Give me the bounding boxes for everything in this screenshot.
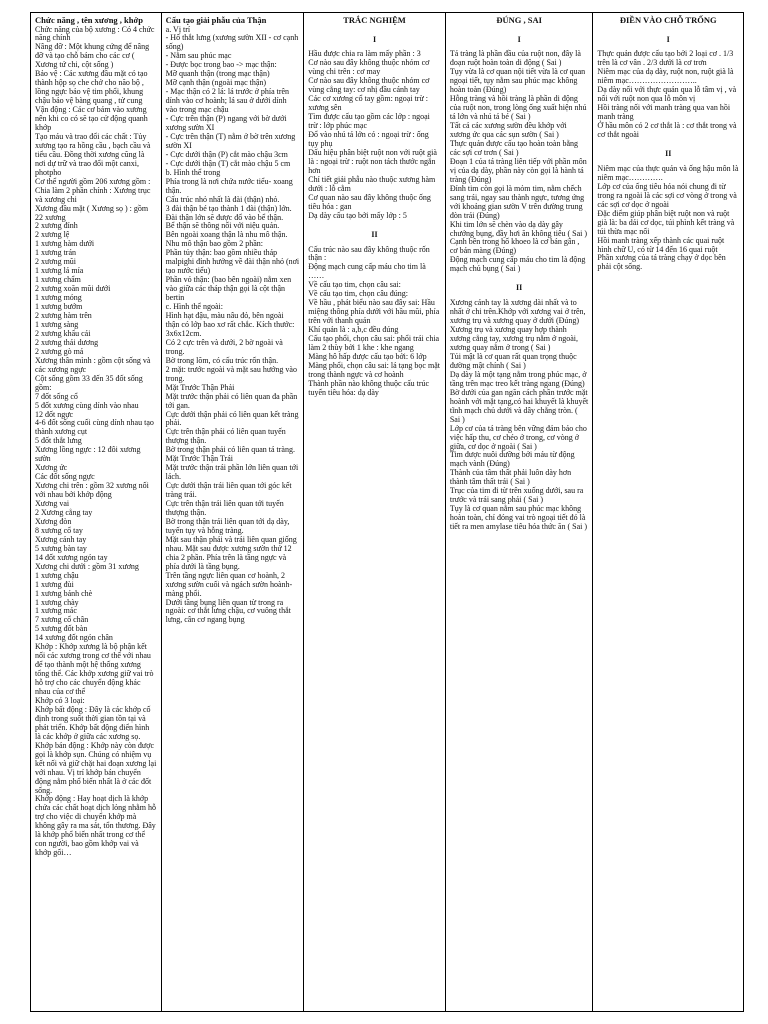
text-list xyxy=(597,50,739,140)
text-line: Cực dưới thận trái liên quan tới góc kết tràng trái. xyxy=(165,481,292,500)
text-line: 2 xương lệ xyxy=(35,230,70,240)
text-line: Bể thận sẽ thông nối với niệu quản. xyxy=(165,221,280,231)
text-line: Xương chi trên : gồm 32 xương nối với nhau bởi khớp động xyxy=(35,481,149,500)
text-line: 1 xương chẩm xyxy=(35,275,81,285)
text-line: Màng hô hấp được cấu tạo bởi: 6 lớp xyxy=(308,351,427,361)
text-line: Tá tràng là phần đầu của ruột non, đây là đoạn ruột hoàn toàn di động ( Sai ) xyxy=(449,49,581,68)
text-line: Thành phần nào không thuộc cấu trúc tuyến tiêu hóa: dạ dày xyxy=(308,378,430,397)
text-line: Khớp có 3 loại: xyxy=(35,696,85,705)
text-line: Các cơ xương cổ tay gồm: ngoại trừ : xương sên xyxy=(308,94,429,113)
text-line: 5 đốt xương cùng dính vào nhau xyxy=(35,400,139,410)
text-line: Đặc điểm giúp phân biệt ruột non và ruột già là: ba dải cơ dọc, túi phình kết tràng và túi thừa mạc nối xyxy=(597,208,735,236)
text-list xyxy=(308,246,441,398)
text-line: - Cực dưới thận (P) cắt mào chậu 3cm xyxy=(165,149,288,159)
text-line: c. Hình thể ngoài: xyxy=(165,302,223,312)
text-line: Cơ nào sau đây không thuộc nhóm cơ vùng chi trên : cơ may xyxy=(308,58,430,77)
text-line: Xương thân mình : gồm cột sống và các xương ngực xyxy=(35,355,151,374)
column-header: ĐIỀN VÀO CHỖ TRỐNG xyxy=(619,15,717,25)
text-line: 1 xương trán xyxy=(35,248,77,258)
text-line: 5 đốt thắt lưng xyxy=(35,436,82,446)
text-line: Cơ nào sau đây không thuộc nhóm cơ vùng cẳng tay: cơ nhị đầu cánh tay xyxy=(308,76,430,95)
text-line: Cực trên thận trái liên quan tới tuyến thượng thận. xyxy=(165,499,284,517)
text-line: Động mạch cung cấp máu cho tim là …… xyxy=(308,262,426,281)
text-line: Dạ dày cấu tạo bởi mấy lớp : 5 xyxy=(308,210,407,220)
document-page xyxy=(30,12,744,1012)
text-line: Đỉnh tim còn gọi là mỏm tim, nằm chếch sang trái, ngay sau thành ngực, tương ứng với khoảng gian sườn V trên đường trung đòn trái (Đúng) xyxy=(449,183,585,220)
text-line: Cạnh bên trong hố khoeo là cơ bán gân , cơ bán màng (Đúng) xyxy=(449,237,580,256)
section-label: II xyxy=(371,229,378,239)
text-line: Xương vai xyxy=(35,499,70,509)
text-line: Khớp bất động : Đây là các khớp cố định trong suốt thời gian tồn tại và phát triển. Khớp bất động điển hình là các khớp ở giữa các xương sọ. xyxy=(35,704,151,741)
text-line: Lớp cơ của ống tiêu hóa nói chung đi từ trong ra ngoài là các sợi cơ vòng ở trong và các sợi cơ dọc ở ngoài xyxy=(597,181,737,209)
text-line: 7 đốt sống cổ xyxy=(35,391,78,401)
text-line: Hỗng tràng và hồi tràng là phần di động của ruột non, trong lòng ống xuất hiện nhú tá lớn và nhú tá bé ( Sai ) xyxy=(449,94,587,122)
text-line: Về hầu , phát biểu nào sau đây sai: Hầu miệng thông phía dưới với hầu mũi, phía trên với thanh quản xyxy=(308,298,440,326)
text-line: Chỉ tiết giải phẫu nào thuộc xương hàm dưới : lỗ cằm xyxy=(308,174,436,193)
text-line: 1 xương bướm xyxy=(35,302,83,312)
text-line: Vận động : Các cơ bám vào xương nên khi co có sẽ tạo cử động quanh khớp xyxy=(35,105,148,132)
text-line: - Nằm sau phúc mạc xyxy=(165,51,232,61)
text-line: Thực quản được cấu tạo bởi 2 loại cơ . 1/3 trên là cơ vân . 2/3 dưới là cơ trơn xyxy=(597,49,734,68)
column-header: TRẮC NGHIỆM xyxy=(343,15,406,25)
section-label: I xyxy=(666,34,670,44)
text-line: Tim được nuôi dưỡng bởi máu từ động mạch vành (Đúng) xyxy=(449,450,575,469)
text-line: - Cực dưới thận (T) cắt mào chậu 5 cm xyxy=(165,158,291,168)
text-line: 4-6 đốt sống cuối cùng dính nhau tạo thành xương cụt xyxy=(35,418,154,437)
text-line: 2 xương đỉnh xyxy=(35,221,78,231)
text-line: Động mạch cung cấp máu cho tim là động mạch chủ bụng ( Sai ) xyxy=(449,255,586,274)
text-line: Bờ trong thận trái liên quan tới dạ dày, tuyến tụy và hỗng tràng. xyxy=(165,516,290,535)
text-line: Khi tim lớn sẽ chèn vào dạ dày gây chướng bụng, đầy hơi ăn không tiêu ( Sai ) xyxy=(449,219,588,238)
text-line: 2 xương xoăn mũi dưới xyxy=(35,284,111,294)
text-line: 1 xương móng xyxy=(35,293,82,303)
text-line: 8 xương cổ tay xyxy=(35,525,83,535)
text-line: Niêm mạc của dạ dày, ruột non, ruột già là niêm mạc…………………….. xyxy=(597,67,734,86)
text-line: Hình hạt đậu, màu nâu đỏ, bên ngoài thận có lớp bao xơ rất chắc. Kích thước: 3x6x12cm. xyxy=(165,311,295,338)
text-line: Về cấu tạo tim, chọn câu sai: xyxy=(308,280,401,290)
text-line: Đoạn 1 của tá tràng liên tiếp với phần môn vị của dạ dày, phần này còn gọi là hành tá tràng (Đúng) xyxy=(449,156,587,184)
text-line: Bờ dưới của gan ngăn cách phần trước mặt hoành với mặt tạng,có hai khuyết là khuyết tĩnh mạch chủ dưới và dây chằng tròn. ( Sai ) xyxy=(449,387,589,424)
text-line: 1 xương lá mía xyxy=(35,266,84,276)
text-line: Hồi manh tràng xếp thành các quai ruột hình chữ U, có từ 14 đến 16 quai ruột xyxy=(597,235,725,254)
text-line: Xương chi dưới : gồm 31 xương xyxy=(35,561,139,571)
text-line: Xương cánh tay là xương dài nhất và to nhất ở chi trên.Khớp với xương vai ở trên, xương trụ và xương quay ở dưới (Đúng) xyxy=(449,298,586,326)
text-line: Tất cả các xương sườn đều khớp với xương ức qua các sụn sườn ( Sai ) xyxy=(449,121,567,140)
text-line: 5 xương đốt bàn xyxy=(35,624,88,634)
text-line: Chức năng của bộ xương : Có 4 chức năng chính xyxy=(35,24,155,43)
text-line: Khí quản là : a,b,c đều đúng xyxy=(308,325,399,335)
text-line: Xương trụ và xương quay hợp thành xương cẳng tay, xương trụ nằm ở ngoài, xương quay nằm ở trong ( Sai ) xyxy=(449,325,578,353)
text-line: Có 2 cực trên và dưới, 2 bờ ngoài và trong. xyxy=(165,337,283,356)
text-line: 1 xương chày xyxy=(35,597,79,607)
text-list xyxy=(166,26,300,626)
text-line: 2 xương thái dương xyxy=(35,337,99,347)
text-line: Trên tầng ngực liên quan cơ hoành, 2 xương sườn cuối và ngách sườn hoành-màng phổi. xyxy=(165,570,293,598)
text-line: Niêm mạc của thực quản và ống hậu môn là niêm mạc…………. xyxy=(597,163,739,182)
text-line: Cấu trúc nào sau đây không thuộc rốn thận : xyxy=(308,244,430,263)
text-line: 2 xương khẩu cái xyxy=(35,328,91,338)
text-line: Tủi mật là cơ quan rất quan trọng thuộc đường mật chính ( Sai ) xyxy=(449,351,577,370)
section-label: I xyxy=(372,34,377,44)
text-line: Mỡ quanh thận (trong mạc thận) xyxy=(165,69,270,79)
section-label: II xyxy=(516,283,523,293)
text-list xyxy=(450,50,589,274)
text-line: Tụy là cơ quan nằm sau phúc mạc không hoàn toàn, chỉ đóng vai trò ngoại tiết đó là tiết ra men amylase tiêu hóa thức ăn ( Sai ) xyxy=(449,504,588,532)
text-line: Dạ dày là một tạng nằm trong phúc mạc, ở tầng trên mạc treo kết tràng ngang (Đúng) xyxy=(449,369,587,388)
text-line: 1 xương bánh chè xyxy=(35,588,93,598)
text-line: Cực dưới thận phải có liên quan kết tràng phải. xyxy=(165,409,299,428)
text-line: Khớp : Khớp xương là bộ phận kết nối các xương trong cơ thể với nhau để tạo thành một hệ thống xương tổng thể. Các khớp xương giữ vai trò hỗ trợ cho các chuyển động khác nhau của cơ thể xyxy=(35,642,154,697)
text-line: Cực trên thận phải có liên quan tuyến thượng thận. xyxy=(165,427,286,446)
text-line: b. Hình thể trong xyxy=(165,167,221,177)
text-line: Về cấu tạo tim, chọn câu đúng: xyxy=(308,289,408,299)
text-line: Các đốt sống ngực xyxy=(35,472,95,482)
text-line: Phần xương của tá tràng chạy ở dọc bên phải cột sống. xyxy=(597,253,726,272)
text-line: Cấu trúc nhỏ nhất là đài (thận) nhỏ. xyxy=(165,194,280,204)
text-line: Dấu hiệu phân biệt ruột non với ruột già là : ngoại trừ : ruột non tách thước ngắn hơn xyxy=(308,147,437,175)
text-line: - Cực trên thận (T) nằm ở bờ trên xương sườn XI xyxy=(165,131,296,150)
text-line: Lớp cơ của tá tràng bên vững đảm bảo cho việc hấp thu, cơ chéo ở trong, cơ vòng ở giữa, cơ dọc ở ngoài ( Sai ) xyxy=(449,423,587,451)
text-line: Bên ngoài xoang thận là nhu mô thận. xyxy=(165,230,288,240)
text-line: Trục của tim đi từ trên xuống dưới, sau ra trước và trái sang phải ( Sai ) xyxy=(449,486,584,505)
text-line: - Mạc thận có 2 lá: lá trước ở phía trên dính vào cơ hoành; lá sau ở dưới dính vào trong mạc chậu xyxy=(165,87,290,115)
text-line: 2 xương mũi xyxy=(35,257,77,267)
text-line: Phần vỏ thận: (bao bên ngoài) nằm xen vào giữa các tháp thận gọi là cột thận bertin xyxy=(165,275,292,303)
column-true-false xyxy=(446,13,594,1011)
text-line: 5 xương bàn tay xyxy=(35,543,87,553)
text-line: Phía trong là nơi chứa nước tiểu- xoang thận. xyxy=(165,176,293,195)
text-line: 2 mặt: trước ngoài và mặt sau hướng vào trong. xyxy=(165,364,297,383)
text-line: 2 Xương cẳng tay xyxy=(35,507,93,517)
text-line: Tạo máu và trao đổi các chất : Tủy xương tạo ra hồng cầu , bạch cầu và tiểu cầu. Đồng thời xương cũng là nơi dự trữ và trao đổi một canxi, photpho xyxy=(35,131,151,177)
text-line: Bờ trong lõm, có cấu trúc rốn thận. xyxy=(165,355,279,365)
text-line: - Cực trên thận (P) ngang với bờ dưới xương sườn XI xyxy=(165,114,287,132)
text-line: Bảo vệ : Các xương đầu mặt có tạo thành hộp sọ che chở cho não bộ , lồng ngực bảo vệ tim phổi, khung chậu bảo vệ bàng quang , tử cung xyxy=(35,69,148,106)
text-line: Cấu tạo phổi, chọn câu sai: phổi trái chia làm 2 thùy bởi 1 khe : khe ngang xyxy=(308,334,440,353)
text-line: - Được bọc trong bao -> mạc thận: xyxy=(165,60,277,70)
text-line: Bờ trong thận phải có liên quan tá tràng. xyxy=(165,445,295,455)
text-line: Đài thận lớn sẽ được đổ vào bể thận. xyxy=(165,212,284,222)
text-line: Mặt trước thận phải có liên quan đa phần tới gan. xyxy=(165,391,298,410)
column-fill-in-blank xyxy=(593,13,743,1011)
text-line: Xương cánh tay xyxy=(35,534,87,544)
text-line: 1 xương chậu xyxy=(35,570,79,580)
text-line: Cơ quan nào sau đây không thuộc ống tiêu hóa : gan xyxy=(308,192,431,211)
text-line: Hầu được chia ra làm mấy phần : 3 xyxy=(308,49,421,59)
text-line: 1 xương hàm dưới xyxy=(35,239,95,249)
text-line: Dạ dày nối với thực quản qua lỗ tâm vị , và nối với ruột non qua lỗ môn vị xyxy=(597,85,737,104)
text-line: Nhu mô thận bao gồm 2 phần: xyxy=(165,239,263,249)
column-header: Chức năng , tên xương , khớp xyxy=(35,15,143,25)
text-line: 3 đài thận bé tạo thành 1 đài (thận) lớn. xyxy=(165,203,292,213)
text-line: Xương đòn xyxy=(35,516,72,526)
text-line: Cơ thể người gồm 206 xương gồm : Chia làm 2 phần chính : Xương trục và xương chi xyxy=(35,176,151,204)
section-label: I xyxy=(517,34,521,44)
text-line: 1 xương đùi xyxy=(35,579,74,589)
text-line: Đổ vào nhú tá lớn có : ngoại trừ : ống tụy phụ xyxy=(308,130,429,148)
text-line: Phần tủy thận: bao gồm nhiều tháp malpighi đỉnh hướng về đài thận nhỏ (nơi tạo nước tiểu) xyxy=(165,248,300,276)
text-line: Xương đầu mặt ( Xương sọ ) : gồm 22 xương xyxy=(35,203,149,222)
text-line: 1 xương sàng xyxy=(35,319,79,329)
text-line: - Hố thắt lưng (xương sườn XII - cơ cạnh sống) xyxy=(165,33,299,52)
text-line: Hồi tràng nối với manh tràng qua van hồi manh tràng xyxy=(597,103,731,122)
text-line: Tìm được cấu tạo gồm các lớp : ngoại trừ : lớp phúc mạc xyxy=(308,112,430,131)
text-line: 1 xương mác xyxy=(35,606,77,616)
column-header: Cấu tạo giải phẫu của Thận xyxy=(165,15,267,25)
text-list xyxy=(308,50,441,220)
text-line: Mặt trước thận trái phần lớn liên quan tới lách. xyxy=(165,463,299,482)
text-line: Khớp động : Hay hoạt dịch là khớp chứa các chất hoạt dịch lỏng nhằm hỗ trợ cho việc di chuyển khớp mà không gây ra ma sát, tổn thương. Đây là khớp phổ biến nhất trong cơ thể con người, bao gồm khớp vai và khớp gối… xyxy=(35,794,156,858)
column-bones-joints xyxy=(31,13,162,1011)
column-kidney-anatomy xyxy=(162,13,305,1011)
text-line: 12 đốt ngực xyxy=(35,409,74,419)
text-line: Cột sống gồm 33 đến 35 đốt sống gồm: xyxy=(35,373,143,392)
text-line: a. Vị trí xyxy=(165,24,191,34)
text-line: Nâng đỡ : Một khung cứng để nâng đỡ và tạo chỗ bám cho các cơ ( Xương tứ chi, cột sống ) xyxy=(35,42,150,70)
text-line: Tụy vừa là cơ quan nội tiết vừa là cơ quan ngoại tiết, tụy nằm sau phúc mạc không hoàn toàn (Đúng) xyxy=(449,67,586,95)
text-line: Mặt Trước Thận Phải xyxy=(165,382,235,392)
text-line: 2 xương hàm trên xyxy=(35,311,92,321)
text-list xyxy=(35,26,157,859)
text-line: Khớp bán động : Khớp này còn được gọi là khớp sụn. Chúng có nhiệm vụ kết nối và giữ chặt hai đoạn xương lại với nhau. Vị trí khớp bán chuyển động nằm phổ biến nhất là ở các đốt sống. xyxy=(35,740,157,795)
text-line: 14 xương đốt ngón chân xyxy=(35,633,113,643)
text-line: Mỡ cạnh thận (ngoài mạc thận) xyxy=(165,78,267,88)
text-line: Mặt sau thận phải và trái liên quan giống nhau. Mặt sau được xương sườn thứ 12 chia 2 phần. Phía trên là tầng ngực và phía dưới là tầng bụng. xyxy=(165,534,297,571)
text-line: Xương lồng ngực : 12 đôi xương sườn xyxy=(35,445,141,464)
text-line: Thành của tâm thất phải luôn dày hơn thành tâm thất trái ( Sai ) xyxy=(449,468,572,487)
text-line: Dưới tầng bụng liên quan từ trong ra ngoài: cơ thắt lưng chậu, cơ vuông thắt lưng, cân cơ ngang bụng xyxy=(165,597,291,625)
text-line: 14 đốt xương ngón tay xyxy=(35,552,108,562)
section-label: II xyxy=(665,149,672,158)
text-line: Màng phổi, chọn câu sai: lá tạng bọc mặt trong thành ngực và cơ hoành xyxy=(308,360,440,379)
text-line: Thực quản được cấu tạo hoàn toàn bằng các sợi cơ trơn ( Sai ) xyxy=(449,139,579,157)
text-line: 2 xương gò má xyxy=(35,346,84,356)
text-list xyxy=(450,299,589,532)
text-line: Ở hầu môn có 2 cơ thắt là : cơ thắt trong và cơ thắt ngoài xyxy=(597,121,737,140)
column-multiple-choice xyxy=(304,13,446,1011)
text-line: Xương ức xyxy=(35,463,68,473)
column-header: ĐÚNG , SAI xyxy=(496,15,542,25)
text-list xyxy=(597,165,739,272)
text-line: 7 xương cổ chân xyxy=(35,615,89,625)
text-line: Mặt Trước Thận Trái xyxy=(165,454,233,464)
